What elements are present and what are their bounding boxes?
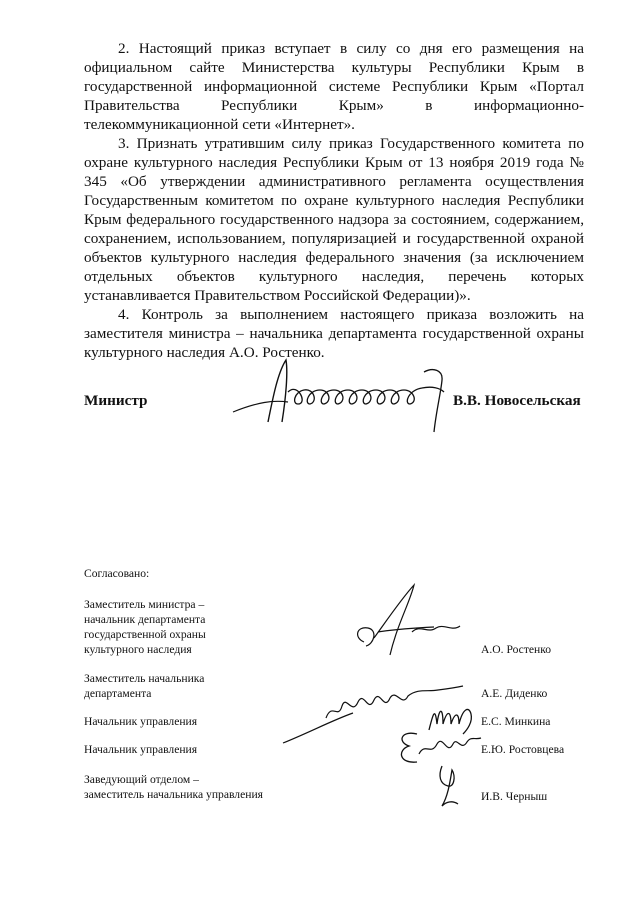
approver-2-position: Заместитель начальника департамента: [84, 672, 205, 700]
approver-1-handwritten-signature: [352, 580, 462, 660]
minister-name: В.В. Новосельская: [453, 392, 581, 409]
approval-heading: Согласовано:: [84, 567, 150, 580]
approver-4-name: Е.Ю. Ростовцева: [481, 743, 565, 756]
approver-5-name: И.В. Черныш: [481, 790, 548, 803]
approver-2-name: А.Е. Диденко: [481, 687, 548, 700]
paragraph-3: 3. Признать утратившим силу приказ Государственного комитета по охране культурного наследия Республики Крым от 13 ноября 2019 года № 345 «Об утверждении административного регламента осуществления Государственным комитетом по охране культурного наследия Республики Крым федерального государственного надзора за состоянием, содержанием, сохранением, использованием, популяризацией и государственной охраной объектов культурного наследия федерального значения (за исключением отдельных объектов культурного наследия, перечень которых устанавливается Правительством Российской Федерации)».: [84, 135, 584, 304]
paragraph-2: 2. Настоящий приказ вступает в силу со дня его размещения на официальном сайте Министерства культуры Республики Крым в государственной информационной системе Республики Крым «Портал Правительства Республики Крым» в информационно-телекоммуникационной сети «Интернет».: [84, 40, 584, 133]
approver-3-name: Е.С. Минкина: [481, 715, 551, 728]
minister-title: Министр: [84, 392, 148, 409]
approver-4-position: Начальник управления: [84, 743, 198, 756]
approver-1-position: Заместитель министра – начальник департамента государственной охраны культурного наследия: [84, 598, 206, 656]
approver-5-handwritten-signature: [428, 762, 468, 812]
approver-1-name: А.О. Ростенко: [481, 643, 552, 656]
paragraph-4: 4. Контроль за выполнением настоящего приказа возложить на заместителя министра – начальника департамента государственной охраны культурного наследия А.О. Ростенко.: [84, 306, 584, 361]
approver-3-position: Начальник управления: [84, 715, 198, 728]
approver-5-position: Заведующий отделом – заместитель начальника управления: [84, 773, 263, 801]
